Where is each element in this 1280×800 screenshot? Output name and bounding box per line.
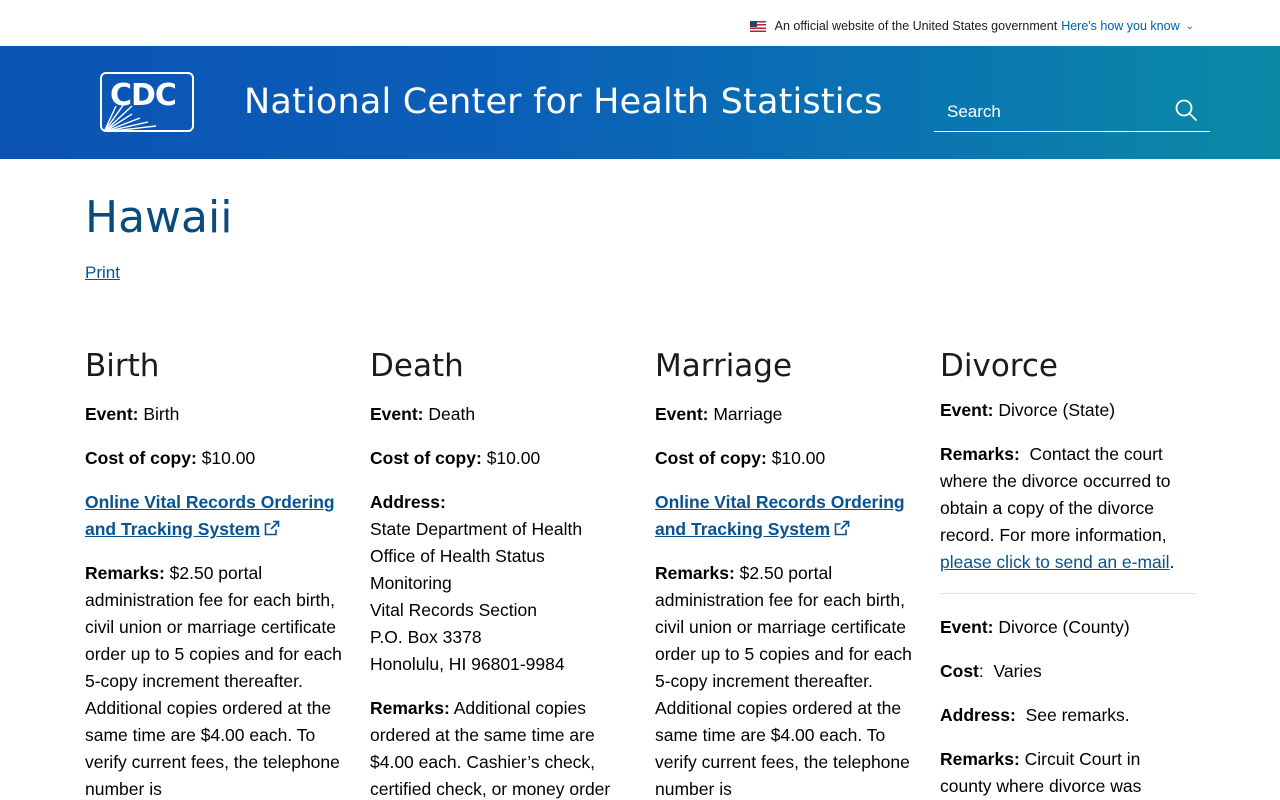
cdc-logo-text: CDC <box>110 78 176 113</box>
address-line: P.O. Box 3378 <box>370 627 482 647</box>
cost-label: Cost of copy: <box>85 448 197 468</box>
remarks-label: Remarks: <box>85 563 165 583</box>
event-label: Event: <box>940 617 994 637</box>
divorce-heading: Divorce <box>940 348 1058 384</box>
death-column <box>370 345 630 800</box>
death-heading: Death <box>370 348 464 384</box>
search-input[interactable] <box>934 86 1164 132</box>
remarks-text: Circuit Court in county where divorce was <box>940 749 1142 796</box>
birth-remarks <box>85 560 345 800</box>
external-link-icon[interactable] <box>264 520 280 536</box>
chevron-down-icon[interactable]: ⌄ <box>1185 20 1194 32</box>
remarks-text: Additional copies ordered at the same time are $4.00 each. Cashier’s check, certified check, or money order <box>370 698 611 799</box>
cost-value: $10.00 <box>771 448 826 468</box>
death-address <box>370 489 630 678</box>
divorce-county-cost <box>940 658 1196 685</box>
send-email-link[interactable]: please click to send an e-mail <box>940 552 1170 572</box>
address-label: Address: <box>370 492 446 512</box>
search-icon[interactable] <box>1174 98 1198 122</box>
cost-label: Cost of copy: <box>655 448 767 468</box>
remarks-label: Remarks: <box>940 749 1020 769</box>
divorce-column <box>940 345 1196 800</box>
site-header <box>0 46 1280 159</box>
heres-how-you-know-link[interactable]: Here's how you know <box>1061 19 1180 33</box>
cost-value: $10.00 <box>486 448 541 468</box>
event-value: Marriage <box>713 404 783 424</box>
remarks-label: Remarks: <box>940 444 1020 464</box>
marriage-ordering <box>655 489 915 543</box>
divider <box>940 593 1196 594</box>
event-label: Event: <box>370 404 424 424</box>
death-event <box>370 401 630 428</box>
external-link-icon[interactable] <box>834 520 850 536</box>
address-line: Vital Records Section <box>370 600 537 620</box>
cdc-logo[interactable] <box>100 72 194 132</box>
marriage-remarks <box>655 560 915 800</box>
event-value: Divorce (State) <box>998 400 1116 420</box>
us-flag-icon <box>750 21 766 32</box>
cost-label: Cost of copy: <box>370 448 482 468</box>
cost-value: $10.00 <box>201 448 256 468</box>
site-title[interactable]: National Center for Health Statistics <box>244 82 883 122</box>
marriage-event <box>655 401 915 428</box>
remarks-label: Remarks: <box>655 563 735 583</box>
birth-heading: Birth <box>85 348 160 384</box>
remarks-label: Remarks: <box>370 698 450 718</box>
gov-banner-content <box>750 19 1194 33</box>
address-line: State Department of Health <box>370 519 583 539</box>
marriage-heading: Marriage <box>655 348 793 384</box>
address-value: See remarks. <box>1025 705 1130 725</box>
divorce-state-remarks <box>940 441 1196 576</box>
divorce-county-address <box>940 702 1196 729</box>
divorce-county-remarks <box>940 746 1196 800</box>
birth-ordering <box>85 489 345 543</box>
event-value: Divorce (County) <box>998 617 1130 637</box>
cost-separator: : <box>978 661 984 681</box>
marriage-cost <box>655 445 915 472</box>
death-remarks <box>370 695 630 800</box>
event-label: Event: <box>655 404 709 424</box>
remarks-text: Contact the court where the divorce occurred to obtain a copy of the divorce record. For more information, <box>940 444 1171 545</box>
birth-cost <box>85 445 345 472</box>
page-title: Hawaii <box>85 192 233 243</box>
remarks-text: $2.50 portal administration fee for each birth, civil union or marriage certificate order up to 5 copies and for each 5-copy increment thereafter. Additional copies ordered at the same time are $4.00 each. To verify current fees, the telephone number is <box>655 563 912 799</box>
event-label: Event: <box>85 404 139 424</box>
print-link[interactable]: Print <box>85 263 120 282</box>
event-label: Event: <box>940 400 994 420</box>
birth-event <box>85 401 345 428</box>
death-cost <box>370 445 630 472</box>
birth-column <box>85 345 345 800</box>
address-line: Office of Health Status Monitoring <box>370 546 545 593</box>
cost-value: Varies <box>993 661 1042 681</box>
search-box <box>934 86 1210 132</box>
remarks-period: . <box>1169 552 1175 572</box>
cost-label: Cost <box>940 661 979 681</box>
divorce-state-event <box>940 397 1196 424</box>
gov-banner <box>0 0 1280 46</box>
address-label: Address: <box>940 705 1016 725</box>
remarks-text: $2.50 portal administration fee for each birth, civil union or marriage certificate order up to 5 copies and for each 5-copy increment thereafter. Additional copies ordered at the same time are $4.00 each. To verify current fees, the telephone number is <box>85 563 342 799</box>
event-value: Death <box>428 404 476 424</box>
divorce-county-event <box>940 614 1196 641</box>
marriage-column <box>655 345 915 800</box>
birth-ordering-link[interactable]: Online Vital Records Ordering and Tracking System <box>85 492 335 539</box>
address-line: Honolulu, HI 96801-9984 <box>370 654 565 674</box>
marriage-ordering-link[interactable]: Online Vital Records Ordering and Tracking System <box>655 492 905 539</box>
event-value: Birth <box>143 404 180 424</box>
gov-banner-text: An official website of the United States government <box>774 19 1058 33</box>
